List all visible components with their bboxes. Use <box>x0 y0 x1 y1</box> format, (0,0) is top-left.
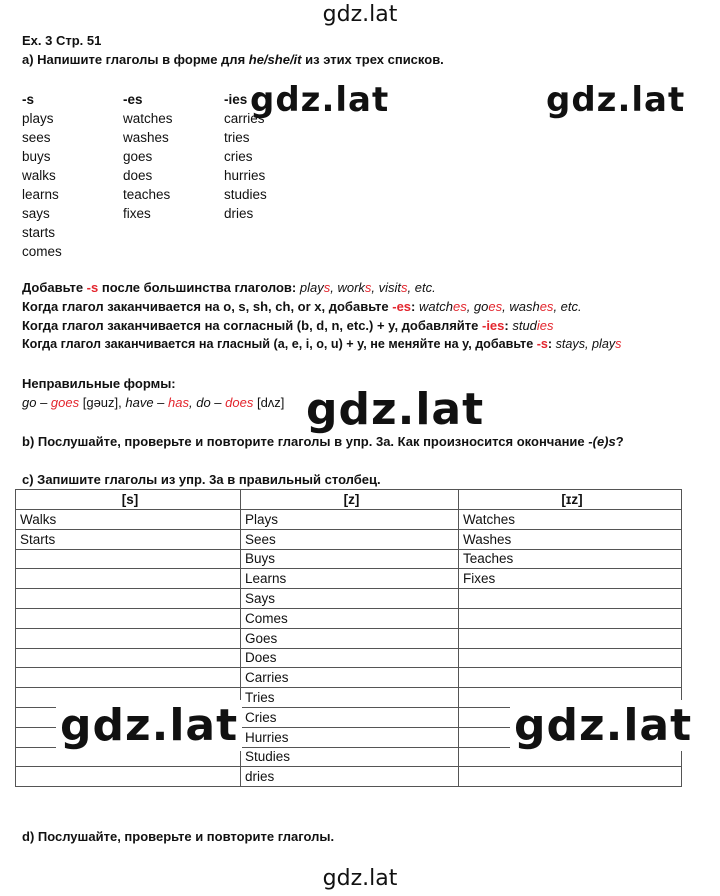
example-stem: play <box>299 280 324 295</box>
irregular-form: has <box>168 395 189 410</box>
table-cell: Fixes <box>459 569 682 589</box>
table-cell <box>16 668 241 688</box>
irregular-form: does <box>225 395 254 410</box>
example-stem: , etc. <box>553 299 582 314</box>
watermark-overlay: gdz.lat <box>306 384 485 435</box>
task-a-pronouns: he/she/it <box>248 52 302 67</box>
list-item: fixes <box>123 206 151 221</box>
example-stem: , go <box>466 299 489 314</box>
table-row <box>16 668 682 688</box>
example-ending: es <box>539 299 554 314</box>
table-cell: Cries <box>241 707 459 727</box>
list-item: sees <box>22 130 51 145</box>
irregular-base: , do – <box>189 395 226 410</box>
irregular-base: go – <box>22 395 51 410</box>
list-item: plays <box>22 111 54 126</box>
column-header-iz: [ɪz] <box>459 490 682 510</box>
rule-text: Добавьте <box>22 280 87 295</box>
table-cell: Plays <box>241 510 459 530</box>
table-cell <box>16 608 241 628</box>
irregular-base: have – <box>125 395 169 410</box>
table-cell: Does <box>241 648 459 668</box>
table-cell <box>16 767 241 787</box>
table-cell: Studies <box>241 747 459 767</box>
table-cell: Washes <box>459 529 682 549</box>
table-cell <box>459 608 682 628</box>
example-ending: s <box>323 280 331 295</box>
column-header-z: [z] <box>241 490 459 510</box>
example-ending: es <box>488 299 503 314</box>
example-stem: watch <box>419 299 453 314</box>
list-heading: -es <box>123 92 143 107</box>
list-item: does <box>123 168 153 183</box>
table-cell <box>459 628 682 648</box>
task-c-instruction: c) Запишите глаголы из упр. 3a в правильный столбец. <box>22 472 381 487</box>
table-row <box>16 589 682 609</box>
table-cell: Learns <box>241 569 459 589</box>
table-cell: Teaches <box>459 549 682 569</box>
table-cell: Goes <box>241 628 459 648</box>
example-ending: es <box>452 299 467 314</box>
list-s <box>22 90 62 261</box>
rule-text: : <box>547 337 556 351</box>
rule-2 <box>22 299 582 314</box>
example-stem: , visit <box>371 280 402 295</box>
table-cell: dries <box>241 767 459 787</box>
rule-text: Когда глагол заканчивается на согласный (b, d, n, etc.) + y, добавляйте <box>22 318 482 333</box>
table-cell <box>16 549 241 569</box>
task-b-text: b) Послушайте, проверьте и повторите глаголы в упр. 3a. Как произносится окончание <box>22 434 589 449</box>
list-item: walks <box>22 168 56 183</box>
task-b-ending: -(e)s <box>588 434 616 449</box>
table-row <box>16 510 682 530</box>
example-ending: s <box>401 280 408 295</box>
list-item: hurries <box>224 168 266 183</box>
table-row <box>16 608 682 628</box>
transcription: [dʌz] <box>253 395 285 410</box>
list-item: comes <box>22 244 62 259</box>
rule-suffix: -s <box>536 337 548 351</box>
list-item: studies <box>224 187 267 202</box>
rule-text: Когда глагол заканчивается на гласный (a, e, i, o, u) + y, не меняйте на y, добавьте <box>22 337 537 351</box>
task-b-qmark: ? <box>615 434 624 449</box>
table-row <box>16 767 682 787</box>
table-cell: Buys <box>241 549 459 569</box>
list-item: teaches <box>123 187 171 202</box>
watermark-bottom: gdz.lat <box>322 866 398 891</box>
table-row <box>16 569 682 589</box>
list-item: goes <box>123 149 153 164</box>
list-item: tries <box>224 130 250 145</box>
list-item: carries <box>224 111 265 126</box>
table-header-row <box>16 490 682 510</box>
list-heading: -ies <box>224 92 248 107</box>
table-cell: Starts <box>16 529 241 549</box>
table-cell: Walks <box>16 510 241 530</box>
list-heading: -s <box>22 92 35 107</box>
table-cell: Sees <box>241 529 459 549</box>
exercise-number: Ex. 3 Стр. 51 <box>22 33 102 48</box>
example-stem: stud <box>512 318 537 333</box>
table-cell <box>16 589 241 609</box>
example-stem: , work <box>330 280 365 295</box>
table-row <box>16 628 682 648</box>
table-cell: Comes <box>241 608 459 628</box>
list-item: starts <box>22 225 56 240</box>
table-cell: Hurries <box>241 727 459 747</box>
example-ending: s <box>364 280 372 295</box>
example-ending: s <box>615 337 622 351</box>
rule-1 <box>22 280 436 295</box>
rule-text: после большинства глаголов: <box>98 280 300 295</box>
watermark-overlay: gdz.lat <box>510 700 696 751</box>
list-item: washes <box>123 130 169 145</box>
transcription: [gəuz], <box>79 395 126 410</box>
task-d-instruction: d) Послушайте, проверьте и повторите глаголы. <box>22 829 335 844</box>
example-stem: , etc. <box>407 280 436 295</box>
table-cell <box>459 589 682 609</box>
irregular-form: goes <box>50 395 80 410</box>
list-item: learns <box>22 187 59 202</box>
watermark-overlay: gdz.lat <box>546 80 686 120</box>
watermark-overlay: gdz.lat <box>250 80 390 120</box>
list-item: cries <box>224 149 253 164</box>
table-cell: Tries <box>241 688 459 708</box>
irregular-forms <box>22 395 284 410</box>
table-cell: Watches <box>459 510 682 530</box>
table-cell: Says <box>241 589 459 609</box>
task-b-instruction <box>22 434 624 449</box>
rule-suffix: -es <box>392 299 412 314</box>
table-cell <box>459 767 682 787</box>
list-item: dries <box>224 206 254 221</box>
table-row <box>16 549 682 569</box>
task-a-prefix: a) Напишите глаголы в форме для <box>22 52 249 67</box>
rule-suffix: -s <box>86 280 99 295</box>
rule-4 <box>22 337 621 351</box>
irregular-heading: Неправильные формы: <box>22 376 176 391</box>
example-ending: ies <box>536 318 554 333</box>
rule-text: Когда глагол заканчивается на o, s, sh, ch, or x, добавьте <box>22 299 393 314</box>
task-a-instruction <box>22 52 444 67</box>
table-cell <box>16 569 241 589</box>
table-cell <box>16 628 241 648</box>
table-cell <box>16 648 241 668</box>
rule-text: : <box>504 318 513 333</box>
list-item: watches <box>123 111 173 126</box>
table-cell <box>459 648 682 668</box>
column-header-s: [s] <box>16 490 241 510</box>
list-item: buys <box>22 149 51 164</box>
rule-3 <box>22 318 554 333</box>
table-cell: Carries <box>241 668 459 688</box>
example-stem: stays, play <box>555 337 616 351</box>
list-es <box>123 90 173 223</box>
rule-text: : <box>411 299 419 314</box>
table-cell <box>459 668 682 688</box>
watermark-top: gdz.lat <box>322 2 398 27</box>
list-item: says <box>22 206 50 221</box>
example-stem: , wash <box>502 299 540 314</box>
rule-suffix: -ies <box>481 318 505 333</box>
table-row <box>16 529 682 549</box>
task-a-suffix: из этих трех списков. <box>301 52 444 67</box>
table-row <box>16 648 682 668</box>
watermark-overlay: gdz.lat <box>56 700 242 751</box>
